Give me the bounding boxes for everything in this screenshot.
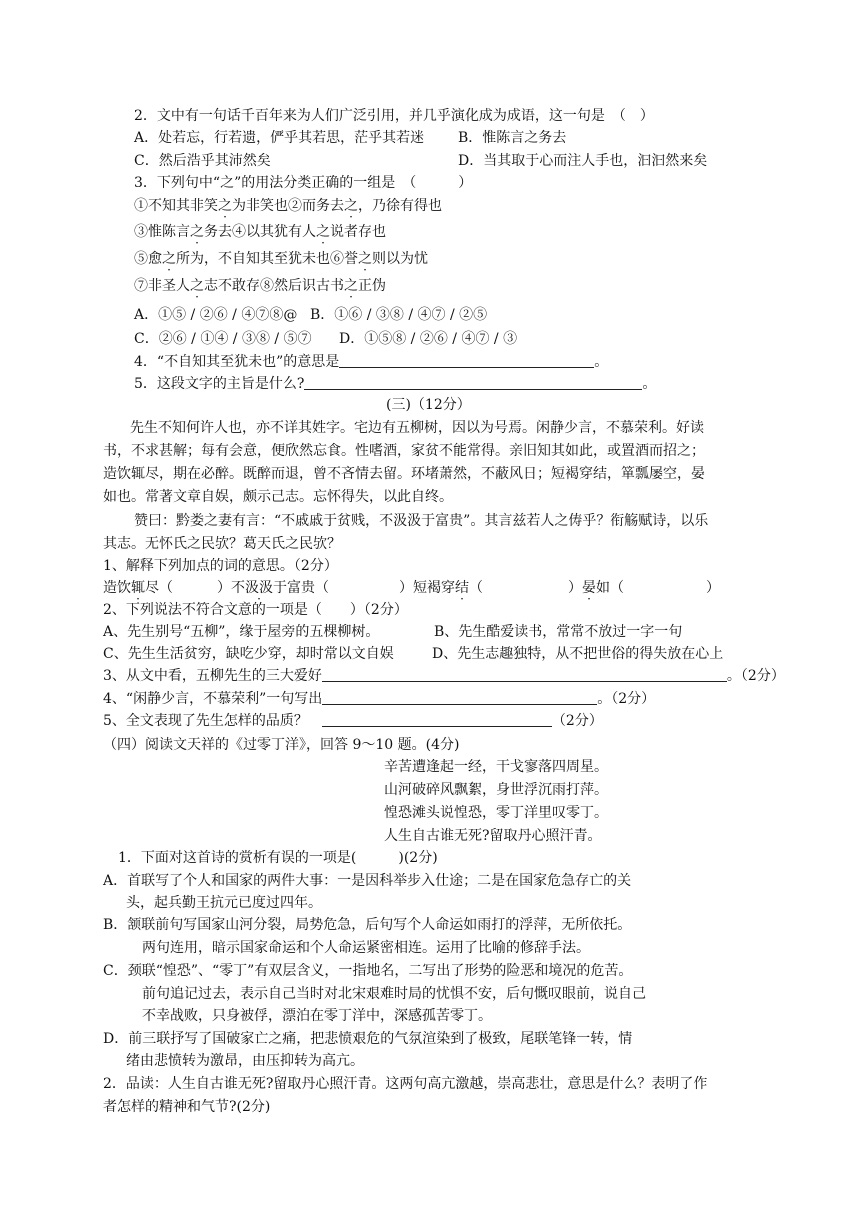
- passage-line-1: 先生不知何许人也，亦不详其姓字。宅边有五柳树，因以为号焉。闲静少言，不慕荣利。好读: [130, 420, 704, 436]
- s3-q1-items: 造饮辄尽（ ）不汲汲于富贵（ ）短褐穿结（ ）晏如（ ）: [103, 580, 720, 596]
- q3-option-b: B．①⑥ / ③⑧ / ④⑦ / ②⑤: [310, 307, 488, 323]
- q5-line: 5．这段文字的主旨是什么? 。: [134, 376, 657, 392]
- passage-line-6: 其志。无怀氏之民欤？葛天氏之民欤？: [103, 536, 341, 552]
- poem-line-3: 惶恐滩头说惶恐，零丁洋里叹零丁。: [384, 805, 608, 821]
- q3-sentence-row-3: ⑤愈之所为，不自知其至犹未也⑥誉之则以为忧: [134, 251, 428, 267]
- q4-answer-blank[interactable]: [339, 353, 594, 368]
- q2-option-c: C．然后浩乎其沛然矣: [134, 153, 271, 169]
- s3-q4-answer-blank[interactable]: [322, 690, 597, 705]
- s3-q2-option-a: A、先生别号“五柳”，缘于屋旁的五棵柳树。: [103, 624, 380, 640]
- q3-option-a: A．①⑤ / ②⑥ / ④⑦⑧@: [134, 307, 298, 323]
- q5-answer-blank[interactable]: [304, 375, 642, 390]
- q3-option-c: C．②⑥ / ①④ / ③⑧ / ⑤⑦: [134, 331, 312, 347]
- poem-line-1: 辛苦遭逢起一经，干戈寥落四周星。: [384, 759, 608, 775]
- q4-line: 4．“不自知其至犹未也”的意思是 。: [134, 354, 609, 370]
- q2-option-b: B．惟陈言之务去: [458, 130, 567, 146]
- s4-q1-c-line-2: 前句追记过去，表示自己当时对北宋艰难时局的忧惧不安，后句慨叹眼前，说自己: [142, 986, 646, 1002]
- q2-stem: 2．文中有一句话千百年来为人们广泛引用，并几乎演化成为成语，这一句是 （ ）: [134, 108, 654, 124]
- s4-q1-d-line-2: 绪由悲愤转为激昂，由压抑转为高亢。: [126, 1053, 364, 1069]
- s3-q2-option-c: C、先生生活贫穷，缺吃少穿，却时常以文自娱: [103, 646, 394, 662]
- section4-heading: （四）阅读文天祥的《过零丁洋》，回答 9～10 题。(4分): [103, 737, 460, 753]
- q2-option-d: D．当其取于心而注人手也，汩汩然来矣: [458, 153, 708, 169]
- s4-q1-b-line-2: 两句连用，暗示国家命运和个人命运紧密相连。运用了比喻的修辞手法。: [142, 940, 590, 956]
- s3-q3-answer-blank[interactable]: [322, 667, 727, 682]
- s3-q4-line: 4、“闲静少言，不慕荣利”一句写出 。（2分）: [103, 691, 656, 707]
- s4-q2-line-1: 2．品读：人生自古谁无死?留取丹心照汗青。这两句高亢激越，崇高悲壮，意思是什么？表明了作: [103, 1076, 708, 1092]
- s3-q5-answer-blank[interactable]: [322, 712, 552, 727]
- q3-sentence-row-2: ③惟陈言之务去④以其犹有人之说者存也: [134, 224, 386, 240]
- passage-line-4: 如也。常著文章自娱，颇示己志。忘怀得失，以此自终。: [103, 489, 453, 505]
- q3-option-d: D．①⑤⑧ / ②⑥ / ④⑦ / ③: [339, 331, 518, 347]
- section3-heading: (三)（12分）: [386, 397, 471, 413]
- passage-line-5: 赞曰：黔娄之妻有言：“不戚戚于贫贱，不汲汲于富贵”。其言兹若人之俦乎？衔觞赋诗，以乐: [134, 513, 709, 529]
- q3-sentence-row-1: ①不知其非笑之为非笑也②而务去之，乃徐有得也: [134, 198, 442, 214]
- q3-stem: 3．下列句中“之”的用法分类正确的一组是 （ ）: [134, 175, 473, 191]
- s4-q1-stem: 1．下面对这首诗的赏析有误的一项是( )(2分): [118, 850, 438, 866]
- s4-q2-line-2: 者怎样的精神和气节?(2分): [103, 1099, 271, 1115]
- s3-q2-stem: 2、下列说法不符合文意的一项是（ ）（2分）: [103, 602, 408, 618]
- s3-q2-option-b: B、先生酷爱读书，常常不放过一字一句: [434, 624, 683, 640]
- passage-line-3: 造饮辄尽，期在必醉。既醉而退，曾不吝情去留。环堵萧然，不蔽风日；短褐穿结，箪瓢屡空，晏: [103, 466, 705, 482]
- s4-q1-c-line-1: C．颈联“惶恐”、“零丁”有双层含义，一指地名，二写出了形势的险恶和境况的危苦。: [103, 963, 633, 979]
- poem-line-4: 人生自古谁无死?留取丹心照汗青。: [384, 828, 602, 844]
- q3-sentence-row-4: ⑦非圣人之志不敢存⑧然后识古书之正伪: [134, 278, 386, 294]
- s3-q3-line: 3、从文中看，五柳先生的三大爱好 。（2分）: [103, 668, 785, 684]
- s3-q1-stem: 1、解释下列加点的词的意思。（2分）: [103, 558, 338, 574]
- s4-q1-a-line-1: A．首联写了个人和国家的两件大事：一是因科举步入仕途；二是在国家危急存亡的关: [103, 873, 632, 889]
- s3-q5-line: 5、全文表现了先生怎样的品质？ （2分）: [103, 713, 603, 729]
- s4-q1-d-line-1: D．前三联抒写了国破家亡之痛，把悲愤艰危的气氛渲染到了极致，尾联笔锋一转，情: [103, 1031, 633, 1047]
- poem-line-2: 山河破碎风飘絮，身世浮沉雨打萍。: [384, 782, 608, 798]
- s4-q1-b-line-1: B．颔联前句写国家山河分裂，局势危急，后句写个人命运如雨打的浮萍，无所依托。: [103, 917, 632, 933]
- q2-option-a: A．处若忘，行若遗，俨乎其若思，茫乎其若迷: [134, 130, 425, 146]
- s4-q1-c-line-3: 不幸战败，只身被俘，漂泊在零丁洋中，深感孤苦零丁。: [142, 1008, 492, 1024]
- s4-q1-a-line-2: 头，起兵勤王抗元已度过四年。: [126, 895, 322, 911]
- passage-line-2: 书，不求甚解；每有会意，便欣然忘食。性嗜酒，家贫不能常得。亲旧知其如此，或置酒而招之；: [103, 443, 705, 459]
- s3-q2-option-d: D、先生志趣独特，从不把世俗的得失放在心上: [432, 646, 724, 662]
